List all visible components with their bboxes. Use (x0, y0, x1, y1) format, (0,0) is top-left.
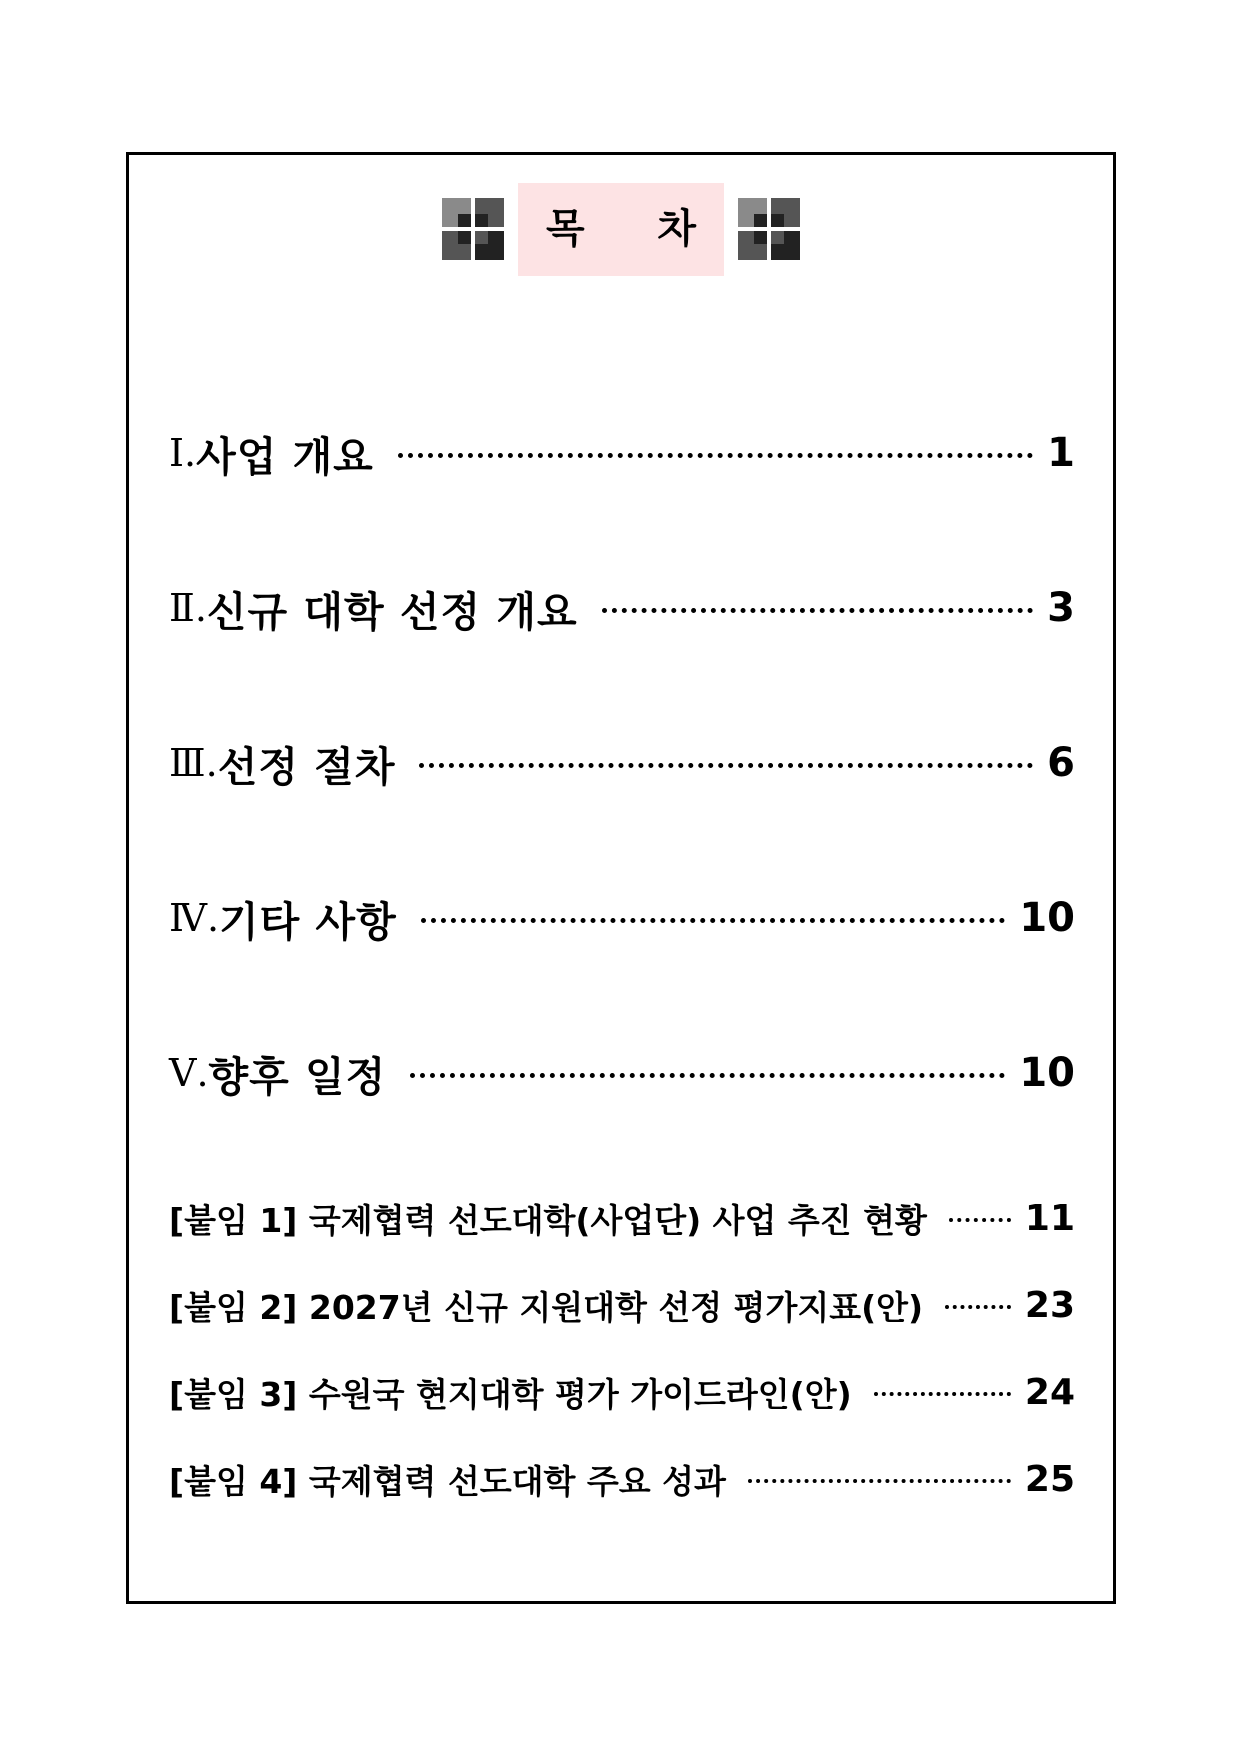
toc-frame (126, 152, 1116, 1604)
toc-label: 사업 개요 (196, 432, 374, 481)
toc-numeral: Ⅱ. (169, 586, 207, 630)
toc-appendix-2[interactable] (169, 1282, 1075, 1328)
dot-leader (945, 1305, 1011, 1309)
toc-label: 향후 일정 (208, 1052, 387, 1101)
checker-squares-icon (738, 198, 800, 260)
toc-page-number: 10 (1019, 1050, 1075, 1096)
dot-leader (874, 1392, 1011, 1396)
toc-title-box (518, 183, 724, 276)
toc-entry-1[interactable] (169, 425, 1075, 481)
toc-appendix-3[interactable] (169, 1369, 1075, 1415)
toc-title (129, 181, 1113, 277)
toc-entry-5[interactable] (169, 1045, 1075, 1101)
toc-appendix-label: [붙임 2] 2027년 신규 지원대학 선정 평가지표(안) (169, 1287, 924, 1327)
toc-page-number: 11 (1024, 1197, 1075, 1239)
toc-page-number: 24 (1024, 1371, 1075, 1413)
dot-leader (398, 453, 1033, 458)
toc-entry-3[interactable] (169, 735, 1075, 791)
toc-appendix-label: [붙임 3] 수원국 현지대학 평가 가이드라인(안) (169, 1374, 852, 1414)
dot-leader (602, 608, 1034, 613)
dot-leader (421, 918, 1006, 923)
title-char-2: 차 (657, 206, 696, 252)
dot-leader (419, 763, 1033, 768)
dot-leader (410, 1073, 1005, 1078)
toc-page-number: 10 (1019, 895, 1075, 941)
dot-leader (949, 1218, 1011, 1222)
title-char-1: 목 (546, 206, 585, 252)
toc-page-number: 3 (1047, 585, 1075, 631)
toc-page-number: 25 (1024, 1458, 1075, 1500)
toc-appendix-4[interactable] (169, 1456, 1075, 1502)
toc-label: 기타 사항 (219, 897, 397, 946)
toc-numeral: Ⅲ. (169, 741, 218, 785)
checker-squares-icon (442, 198, 504, 260)
toc-entry-4[interactable] (169, 890, 1075, 946)
toc-appendix-1[interactable] (169, 1195, 1075, 1241)
toc-page-number: 1 (1047, 430, 1075, 476)
toc-numeral: Ⅴ. (169, 1051, 209, 1095)
toc-numeral: Ⅰ. (169, 431, 197, 475)
toc-page-number: 6 (1047, 740, 1075, 786)
toc-label: 선정 절차 (217, 742, 396, 791)
toc-page-number: 23 (1024, 1284, 1075, 1326)
toc-label: 신규 대학 선정 개요 (206, 587, 578, 636)
toc-numeral: Ⅳ. (169, 896, 220, 940)
dot-leader (748, 1479, 1011, 1483)
toc-appendix-label: [붙임 4] 국제협력 선도대학 주요 성과 (169, 1461, 726, 1501)
toc-appendix-label: [붙임 1] 국제협력 선도대학(사업단) 사업 추진 현황 (169, 1200, 927, 1240)
toc-entry-2[interactable] (169, 580, 1075, 636)
